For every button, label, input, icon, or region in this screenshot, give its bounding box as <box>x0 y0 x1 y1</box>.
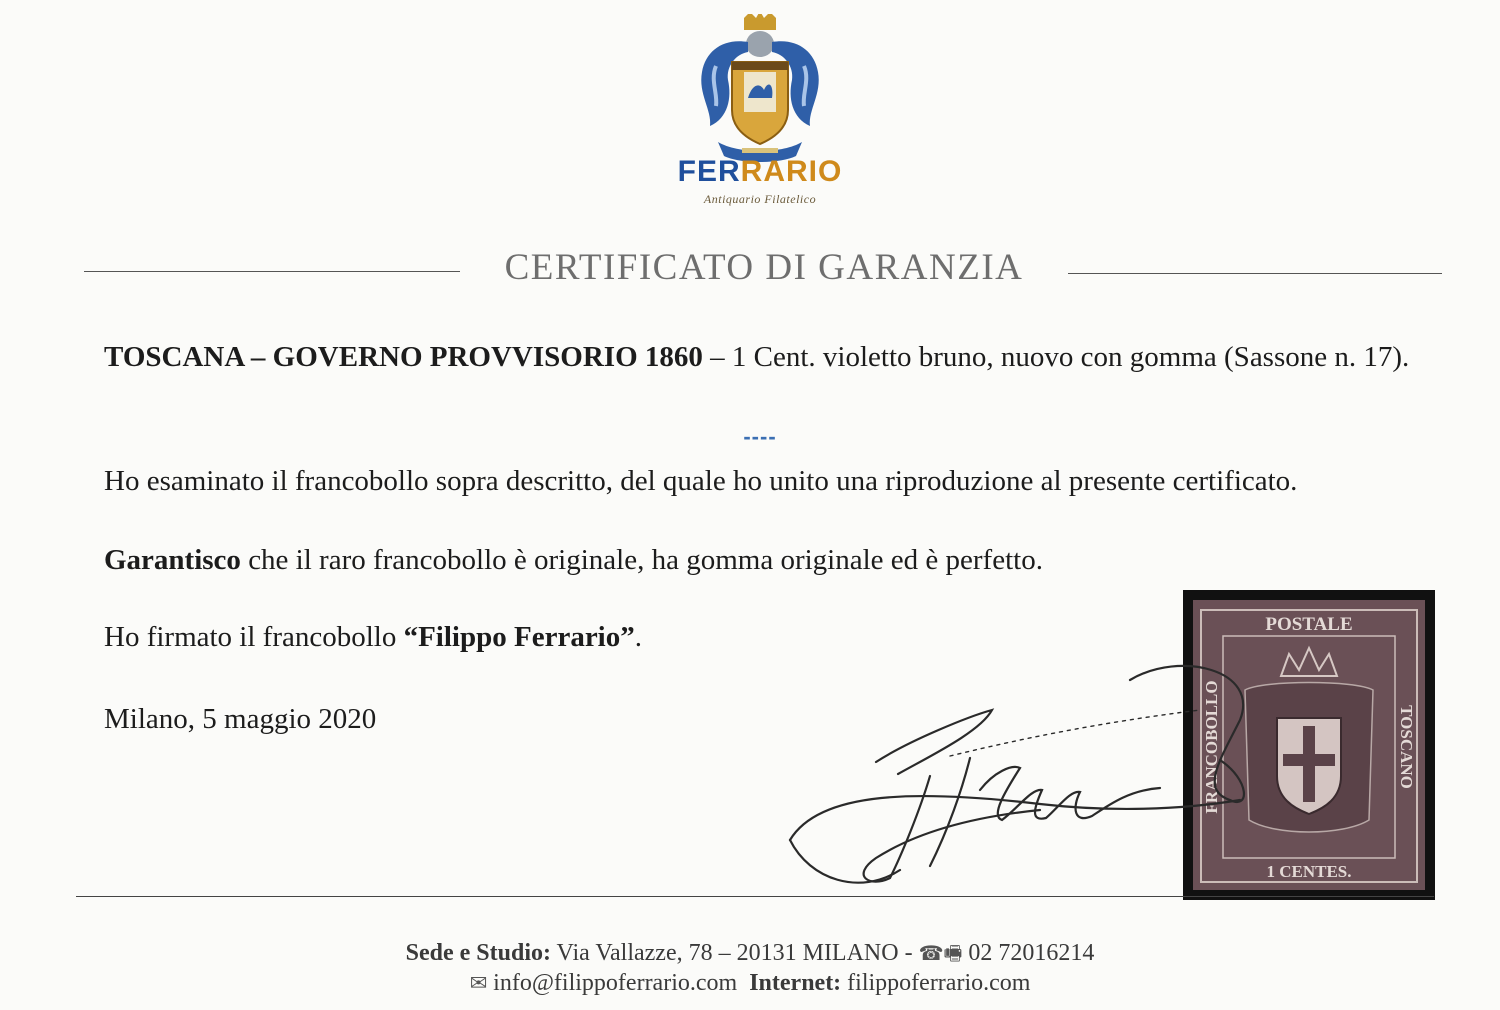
crown-icon <box>744 14 776 30</box>
footer-contact-line <box>0 968 1500 998</box>
title-rule-left <box>84 271 460 272</box>
signed-name: “Filippo Ferrario” <box>403 621 635 653</box>
internet-label: Internet: <box>749 970 842 996</box>
signed-prefix: Ho firmato il francobollo <box>104 621 404 653</box>
stamp-description-text: – 1 Cent. violetto bruno, nuovo con gomma (Sassone n. 17). <box>702 341 1410 373</box>
brand-name-part-blue: FER <box>677 155 741 188</box>
guarantee-text: che il raro francobollo è originale, ha gomma originale ed è perfetto. <box>240 544 1043 576</box>
guarantee-statement <box>104 541 1420 580</box>
stamp-left-text: FRANCOBOLLO <box>1202 680 1221 814</box>
brand-name-part-gold: RARIO <box>740 155 843 188</box>
email-address[interactable]: info@filippoferrario.com <box>487 970 738 996</box>
date-line: Milano, 5 maggio 2020 <box>104 703 377 735</box>
dashed-divider: ---- <box>743 424 777 449</box>
brand-tagline: Antiquario Filatelico <box>703 192 817 206</box>
examination-statement: Ho esaminato il francobollo sopra descritto, del quale ho unito una riproduzione al presente certificato. <box>104 465 1298 497</box>
handwritten-signature <box>780 640 1260 900</box>
address-text: Via Vallazze, 78 – 20131 MILANO - <box>550 940 919 966</box>
phone-fax-icon: ☎🖷 <box>918 941 963 965</box>
phone-number: 02 72016214 <box>962 940 1095 966</box>
brand-name <box>660 152 860 192</box>
signed-suffix: . <box>634 621 642 653</box>
title-rule-right <box>1068 273 1442 274</box>
document-title: CERTIFICATO DI GARANZIA <box>504 247 1024 288</box>
stamp-bottom-text: 1 CENTES. <box>1266 862 1352 881</box>
shield-icon <box>732 62 788 144</box>
crest-logo-icon <box>688 14 832 164</box>
footer-rule <box>76 896 1434 897</box>
website-link[interactable]: filippoferrario.com <box>841 970 1031 996</box>
stamp-description <box>104 338 1420 377</box>
address-label: Sede e Studio: <box>405 940 551 966</box>
envelope-icon: ✉ <box>469 971 488 995</box>
stamp-description-heading: TOSCANA – GOVERNO PROVVISORIO 1860 <box>104 341 703 373</box>
guarantee-bold: Garantisco <box>104 544 241 576</box>
footer-address-line <box>0 938 1500 968</box>
stamp-top-text: POSTALE <box>1265 614 1353 635</box>
stamp-right-text: TOSCANO <box>1397 705 1416 789</box>
